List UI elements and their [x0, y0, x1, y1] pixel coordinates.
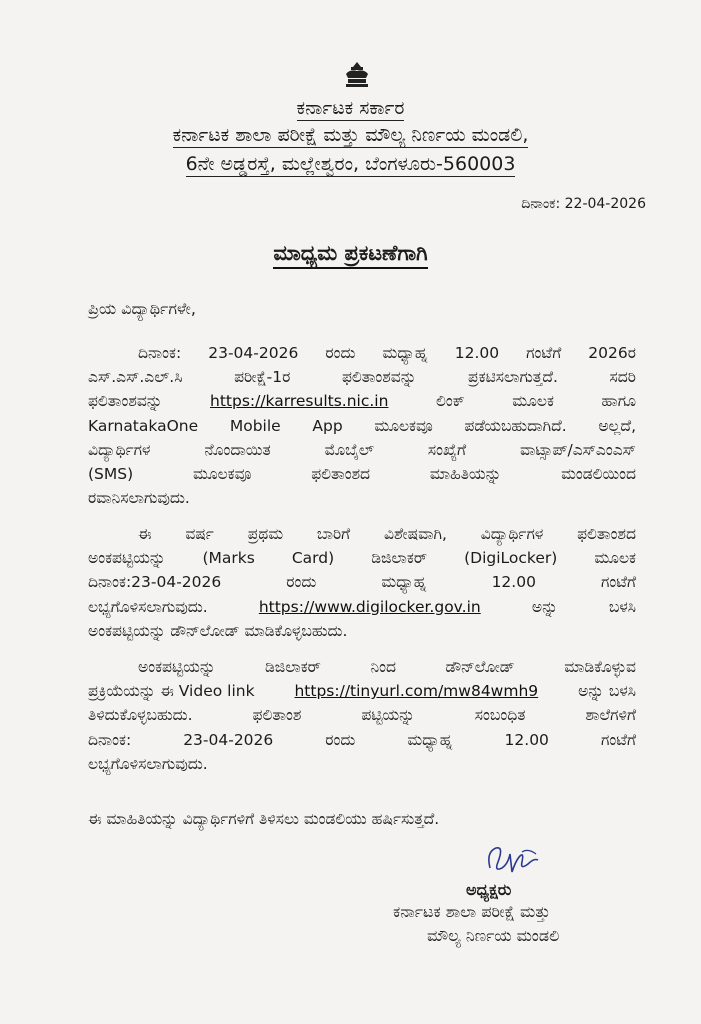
signatory-org-line2: ಮೌಲ್ಯ ನಿರ್ಣಯ ಮಂಡಲಿ: [427, 926, 560, 945]
para2-line: ಅಂಕಪಟ್ಟಿಯನ್ನು (Marks Card) ಡಿಜಿಲಾಕರ್ (DigiLocker) ಮೂಲಕ: [88, 549, 636, 568]
para3-line: ಅಂಕಪಟ್ಟಿಯನ್ನು ಡಿಜಿಲಾಕರ್ ನಿಂದ ಡೌನ್‌ಲೋಡ್ ಮಾಡಿಕೊಳ್ಳುವ: [138, 658, 636, 676]
para1-line: KarnatakaOne Mobile App ಮೂಲಕವೂ ಪಡೆಯಬಹುದಾಗಿದೆ. ಅಲ್ಲದೆ,: [88, 416, 636, 435]
karresults-link[interactable]: https://karresults.nic.in: [210, 392, 389, 411]
header-address: 6ನೇ ಅಡ್ಡರಸ್ತೆ, ಮಲ್ಲೇಶ್ವರಂ, ಬೆಂಗಳೂರು-560003: [185, 153, 516, 175]
signatory-org-line1: ಕರ್ನಾಟಕ ಶಾಲಾ ಪರೀಕ್ಷೆ ಮತ್ತು: [393, 902, 551, 921]
para1-line: ಎಸ್.ಎಸ್.ಎಲ್.ಸಿ ಪರೀಕ್ಷೆ-1ರ ಫಲಿತಾಂಶವನ್ನು ಪ್ರಕಟಿಸಲಾಗುತ್ತದೆ. ಸದರಿ: [88, 368, 636, 387]
para1-line: ದಿನಾಂಕ: 23-04-2026 ರಂದು ಮಧ್ಯಾಹ್ನ 12.00 ಗಂಟೆಗೆ 2026ರ: [138, 344, 636, 362]
signatory-title: ಅಧ್ಯಕ್ಷರು: [466, 880, 512, 899]
para2-line: ದಿನಾಂಕ:23-04-2026 ರಂದು ಮಧ್ಯಾಹ್ನ 12.00 ಗಂಟೆಗೆ: [88, 573, 636, 592]
para1-line: ಫಲಿತಾಂಶವನ್ನು https://karresults.nic.in ಲಿಂಕ್ ಮೂಲಕ ಹಾಗೂ: [88, 389, 636, 413]
para2-line: ಅಂಕಪಟ್ಟಿಯನ್ನು ಡೌನ್‌ಲೋಡ್ ಮಾಡಿಕೊಳ್ಳಬಹುದು.: [88, 621, 348, 640]
para3-line: ದಿನಾಂಕ: 23-04-2026 ರಂದು ಮಧ್ಯಾಹ್ನ 12.00 ಗಂಟೆಗೆ: [88, 730, 636, 749]
page-title: ಮಾಧ್ಯಮ ಪ್ರಕಟಣೆಗಾಗಿ: [0, 241, 701, 266]
para1-line: ವಿದ್ಯಾರ್ಥಿಗಳ ನೊಂದಾಯಿತ ಮೊಬೈಲ್ ಸಂಖ್ಯೆಗೆ ವಾಟ್ಸಾಪ್/ಎಸ್‌ಎಂಎಸ್: [88, 440, 636, 459]
para3-line: ಪ್ರಕ್ರಿಯೆಯನ್ನು ಈ Video link https://tinyurl.com/mw84wmh9 ಅನ್ನು ಬಳಸಿ: [88, 679, 636, 703]
paragraph-2: [88, 522, 636, 643]
paragraph-3: [88, 655, 636, 776]
salutation: ಪ್ರಿಯ ವಿದ್ಯಾರ್ಥಿಗಳೇ,: [88, 299, 196, 318]
para1-line: ರವಾನಿಸಲಾಗುವುದು.: [88, 489, 190, 508]
paragraph-1: [88, 341, 636, 510]
para2-line: ಈ ವರ್ಷ ಪ್ರಥಮ ಬಾರಿಗೆ ವಿಶೇಷವಾಗಿ, ವಿದ್ಯಾರ್ಥಿಗಳ ಫಲಿತಾಂಶದ: [138, 525, 636, 543]
header-board-name: ಕರ್ನಾಟಕ ಶಾಲಾ ಪರೀಕ್ಷೆ ಮತ್ತು ಮೌಲ್ಯ ನಿರ್ಣಯ ಮಂಡಲಿ,: [172, 124, 529, 146]
para3-line: ಲಭ್ಯಗೊಳಿಸಲಾಗುವುದು.: [88, 754, 208, 773]
header-government: ಕರ್ನಾಟಕ ಸರ್ಕಾರ: [296, 97, 405, 119]
video-link[interactable]: https://tinyurl.com/mw84wmh9: [294, 682, 539, 701]
para2-line: ಲಭ್ಯಗೊಳಿಸಲಾಗುವುದು. https://www.digilocker.gov.in ಅನ್ನು ಬಳಸಿ: [88, 595, 636, 619]
release-date: ದಿನಾಂಕ: 22-04-2026: [521, 196, 646, 212]
state-emblem-icon: [340, 60, 374, 90]
para3-line: ತಿಳಿದುಕೊಳ್ಳಬಹುದು. ಫಲಿತಾಂಶ ಪಟ್ಟಿಯನ್ನು ಸಂಬಂಧಿತ ಶಾಲೆಗಳಿಗೆ: [88, 706, 636, 725]
para1-line: (SMS) ಮೂಲಕವೂ ಫಲಿತಾಂಶದ ಮಾಹಿತಿಯನ್ನು ಮಂಡಲಿಯಿಂದ: [88, 465, 636, 484]
signature-image: [478, 838, 548, 882]
paragraph-4: ಈ ಮಾಹಿತಿಯನ್ನು ವಿದ್ಯಾರ್ಥಿಗಳಿಗೆ ತಿಳಿಸಲು ಮಂಡಲಿಯು ಹರ್ಷಿಸುತ್ತದೆ.: [88, 810, 440, 828]
digilocker-link[interactable]: https://www.digilocker.gov.in: [258, 597, 481, 616]
